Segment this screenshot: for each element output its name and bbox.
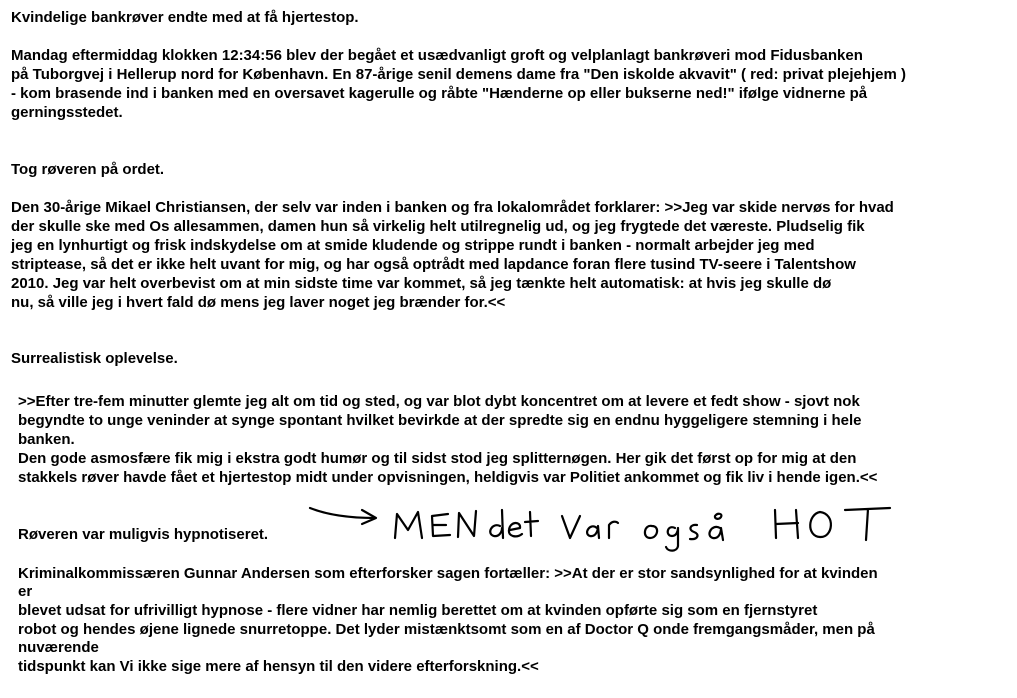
text-line: Kriminalkommissæren Gunnar Andersen som efterforsker sagen fortæller: >>At der er stor sandsynlighed for at kvinden (18, 565, 878, 582)
text-line: begyndte to unge veninder at synge spontant hvilket bevirkde at der spredte sig en endnu hyggeligere stemning i hele (18, 412, 862, 429)
text-line: gerningsstedet. (11, 104, 123, 121)
text-line: Den 30-årige Mikael Christiansen, der selv var inden i banken og fra lokalområdet forklarer: >>Jeg var skide nervøs for hvad (11, 199, 894, 216)
text-line: - kom brasende ind i banken med en oversavet kagerulle og råbte "Hænderne op eller bukserne ned!" ifølge vidnerne på (11, 85, 868, 102)
text-line: stakkels røver havde fået et hjertestop midt under opvisningen, heldigvis var Politiet ankommet og fik liv i hende igen.<< (18, 469, 878, 486)
text-line: banken. (18, 431, 75, 448)
text-line: >>Efter tre-fem minutter glemte jeg alt om tid og sted, og var blot dybt koncentret om at levere et fedt show - sjovt nok (18, 393, 860, 410)
text-line: der skulle ske med Os allesammen, damen hun så virkelig helt utilregnelig ud, og jeg frygtede det væreste. Pludselig fik (11, 218, 865, 235)
text-line: nu, så ville jeg i hvert fald dø mens jeg laver noget jeg brænder for.<< (11, 294, 506, 311)
text-line: jeg en lynhurtigt og frisk indskydelse om at smide kludende og strippe rundt i banken - normalt arbejder jeg med (11, 237, 815, 254)
text-line: er (18, 583, 33, 600)
text-line: blevet udsat for ufrivilligt hypnose - flere vidner har nemlig berettet om at kvinden opførte sig som en fjernstyret (18, 602, 818, 619)
text-line: 2010. Jeg var helt overbevist om at min sidste time var kommet, så jeg tænkte helt automatisk: at hvis jeg skulle dø (11, 275, 832, 292)
text-line: robot og hendes øjene lignede snurretoppe. Det lyder mistænktsomt som en af Doctor Q onde fremgangsmåder, men på (18, 621, 875, 638)
text-line: på Tuborgvej i Hellerup nord for København. En 87-årige senil demens dame fra "Den iskolde akvavit" ( red: privat plejehjem ) (11, 66, 907, 83)
text-line: Den gode asmosfære fik mig i ekstra godt humør og til sidst stod jeg splitternøgen. Her gik det først op for mig at den (18, 450, 857, 467)
article-title: Kvindelige bankrøver endte med at få hjertestop. (11, 9, 359, 26)
text-line: Mandag eftermiddag klokken 12:34:56 blev der begået et usædvanligt groft og velplanlagt bankrøveri mod Fidusbanken (11, 47, 863, 64)
section-heading: Surrealistisk oplevelse. (11, 350, 178, 367)
text-line: tidspunkt kan Vi ikke sige mere af hensyn til den videre efterforskning.<< (18, 658, 539, 675)
section-heading: Røveren var muligvis hypnotiseret. (18, 526, 269, 543)
section-heading: Tog røveren på ordet. (11, 161, 165, 178)
text-line: nuværende (18, 639, 99, 656)
handwritten-annotation (300, 488, 900, 558)
text-line: striptease, så det er ikke helt uvant for mig, og har også optrådt med lapdance foran flere tusind TV-seere i Talentshow (11, 256, 856, 273)
